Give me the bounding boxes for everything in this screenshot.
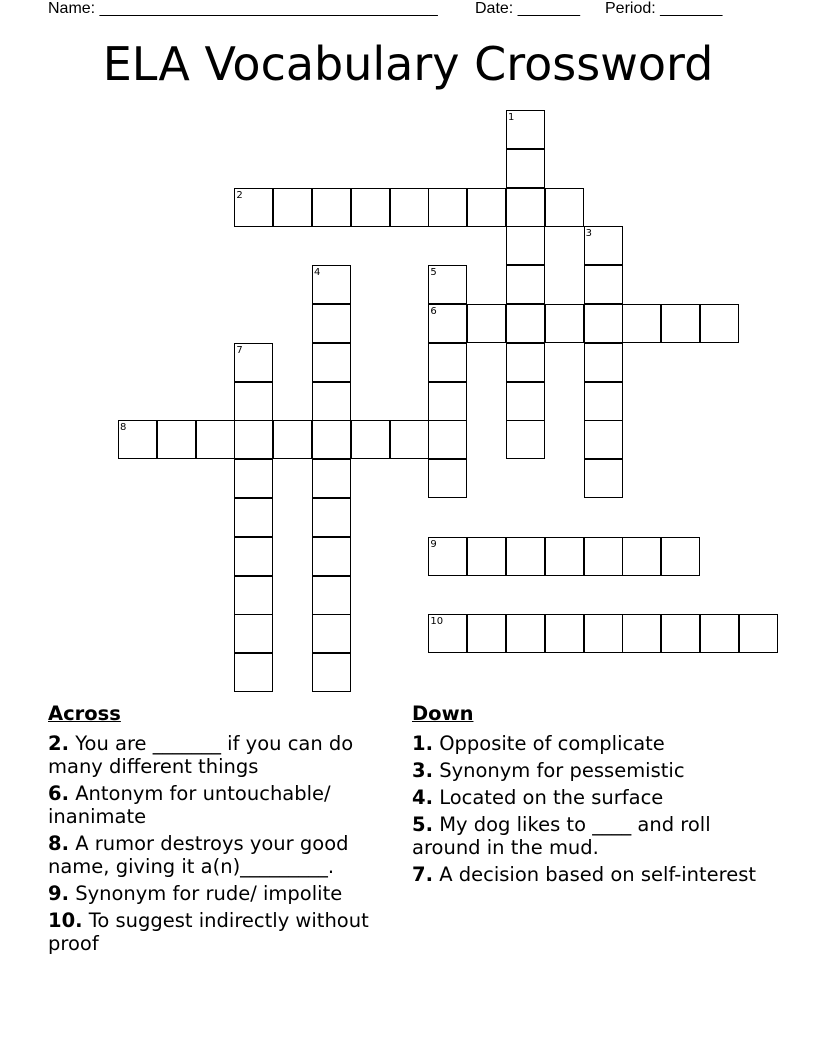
crossword-cell[interactable] <box>545 614 584 653</box>
crossword-cell[interactable] <box>273 420 312 459</box>
crossword-cell[interactable] <box>428 420 467 459</box>
crossword-cell[interactable] <box>312 382 351 421</box>
crossword-cell[interactable] <box>234 382 273 421</box>
name-field[interactable]: Name: ______________________________________ <box>48 0 438 17</box>
clue-text: Synonym for pessemistic <box>439 759 685 782</box>
clue-across-9 <box>48 882 403 905</box>
clue-number: 1. <box>412 732 433 755</box>
crossword-cell[interactable] <box>467 537 506 576</box>
crossword-cell[interactable] <box>661 304 700 343</box>
crossword-cell[interactable] <box>700 304 739 343</box>
crossword-cell[interactable] <box>506 149 545 188</box>
crossword-cell[interactable] <box>312 537 351 576</box>
clue-down-4 <box>412 786 762 809</box>
crossword-cell[interactable] <box>312 653 351 692</box>
clue-number: 10. <box>48 909 83 932</box>
down-heading: Down <box>412 702 474 725</box>
crossword-cell[interactable] <box>545 537 584 576</box>
crossword-cell[interactable] <box>584 614 623 653</box>
crossword-cell[interactable] <box>584 459 623 498</box>
crossword-cell[interactable] <box>390 188 429 227</box>
crossword-cell[interactable] <box>312 576 351 615</box>
crossword-cell[interactable] <box>234 498 273 537</box>
clue-text: My dog likes to ____ and roll around in the mud. <box>412 813 711 859</box>
crossword-cell[interactable] <box>739 614 778 653</box>
clue-number: 6. <box>48 782 69 805</box>
crossword-cell[interactable] <box>157 420 196 459</box>
crossword-cell[interactable] <box>545 304 584 343</box>
clue-down-3 <box>412 759 762 782</box>
crossword-cell[interactable] <box>661 537 700 576</box>
clue-text: Antonym for untouchable/ inanimate <box>48 782 331 828</box>
clue-number-label: 1 <box>508 112 515 123</box>
clue-number: 8. <box>48 832 69 855</box>
crossword-cell[interactable] <box>234 576 273 615</box>
crossword-cell[interactable] <box>506 614 545 653</box>
crossword-cell[interactable] <box>312 420 351 459</box>
clue-number-label: 10 <box>430 616 444 628</box>
crossword-cell[interactable] <box>234 420 273 459</box>
crossword-cell[interactable] <box>506 188 545 227</box>
clue-down-1 <box>412 732 762 755</box>
down-clues <box>412 702 762 890</box>
page-title: ELA Vocabulary Crossword <box>102 37 714 91</box>
crossword-cell[interactable] <box>661 614 700 653</box>
clue-text: You are _______ if you can do many different things <box>48 732 354 778</box>
crossword-cell[interactable] <box>584 265 623 304</box>
clue-text: Located on the surface <box>439 786 664 809</box>
clue-number-label: 6 <box>430 306 437 317</box>
period-field[interactable]: Period: _______ <box>605 0 723 17</box>
crossword-cell[interactable] <box>506 537 545 576</box>
crossword-cell[interactable] <box>467 304 506 343</box>
crossword-cell[interactable] <box>622 614 661 653</box>
clue-text: To suggest indirectly without proof <box>48 909 369 955</box>
clue-number: 7. <box>412 863 433 886</box>
clue-down-5 <box>412 813 762 859</box>
crossword-cell[interactable] <box>506 420 545 459</box>
crossword-cell[interactable] <box>312 188 351 227</box>
across-heading: Across <box>48 702 121 725</box>
crossword-cell[interactable] <box>312 459 351 498</box>
clue-number-label: 4 <box>314 267 321 279</box>
clue-number: 9. <box>48 882 69 905</box>
crossword-cell[interactable] <box>584 420 623 459</box>
crossword-cell[interactable] <box>506 382 545 421</box>
crossword-cell[interactable] <box>234 653 273 692</box>
crossword-cell[interactable] <box>273 188 312 227</box>
crossword-cell[interactable] <box>428 343 467 382</box>
crossword-cell[interactable] <box>428 382 467 421</box>
clue-across-10 <box>48 909 403 955</box>
crossword-cell[interactable] <box>428 188 467 227</box>
clue-text: Opposite of complicate <box>439 732 665 755</box>
clue-number-label: 9 <box>430 538 437 550</box>
crossword-cell[interactable] <box>545 188 584 227</box>
crossword-cell[interactable] <box>428 459 467 498</box>
crossword-cell[interactable] <box>700 614 739 653</box>
clue-number-label: 5 <box>430 267 437 279</box>
clue-across-2 <box>48 732 403 778</box>
crossword-cell[interactable] <box>351 420 390 459</box>
clue-down-7 <box>412 863 762 886</box>
crossword-cell[interactable] <box>622 304 661 343</box>
crossword-cell[interactable] <box>584 382 623 421</box>
crossword-cell[interactable] <box>312 304 351 343</box>
crossword-cell[interactable] <box>506 265 545 304</box>
crossword-cell[interactable] <box>312 343 351 382</box>
clue-text: A rumor destroys your good name, giving it a(n)_________. <box>48 832 349 878</box>
crossword-cell[interactable] <box>196 420 235 459</box>
crossword-cell[interactable] <box>584 343 623 382</box>
clue-across-8 <box>48 832 403 878</box>
crossword-cell[interactable] <box>390 420 429 459</box>
clue-number-label: 2 <box>236 189 243 201</box>
clue-number: 4. <box>412 786 433 809</box>
clue-number-label: 3 <box>585 228 592 240</box>
crossword-cell[interactable] <box>467 614 506 653</box>
crossword-cell[interactable] <box>467 188 506 227</box>
crossword-cell[interactable] <box>312 614 351 653</box>
crossword-cell[interactable] <box>234 459 273 498</box>
crossword-cell[interactable] <box>506 226 545 265</box>
crossword-cell[interactable] <box>506 304 545 343</box>
clue-number: 2. <box>48 732 69 755</box>
crossword-cell[interactable] <box>622 537 661 576</box>
clue-number: 3. <box>412 759 433 782</box>
clue-number: 5. <box>412 813 433 836</box>
crossword-cell[interactable] <box>234 537 273 576</box>
date-field[interactable]: Date: _______ <box>475 0 580 17</box>
clue-number-label: 8 <box>120 422 127 434</box>
clue-across-6 <box>48 782 403 828</box>
crossword-cell[interactable] <box>351 188 390 227</box>
across-clues <box>48 702 403 959</box>
crossword-cell[interactable] <box>584 304 623 343</box>
clue-text: Synonym for rude/ impolite <box>75 882 343 905</box>
crossword-cell[interactable] <box>506 343 545 382</box>
clue-number-label: 7 <box>236 344 243 356</box>
clue-text: A decision based on self-interest <box>439 863 757 886</box>
crossword-cell[interactable] <box>312 498 351 537</box>
crossword-cell[interactable] <box>584 537 623 576</box>
crossword-cell[interactable] <box>234 614 273 653</box>
